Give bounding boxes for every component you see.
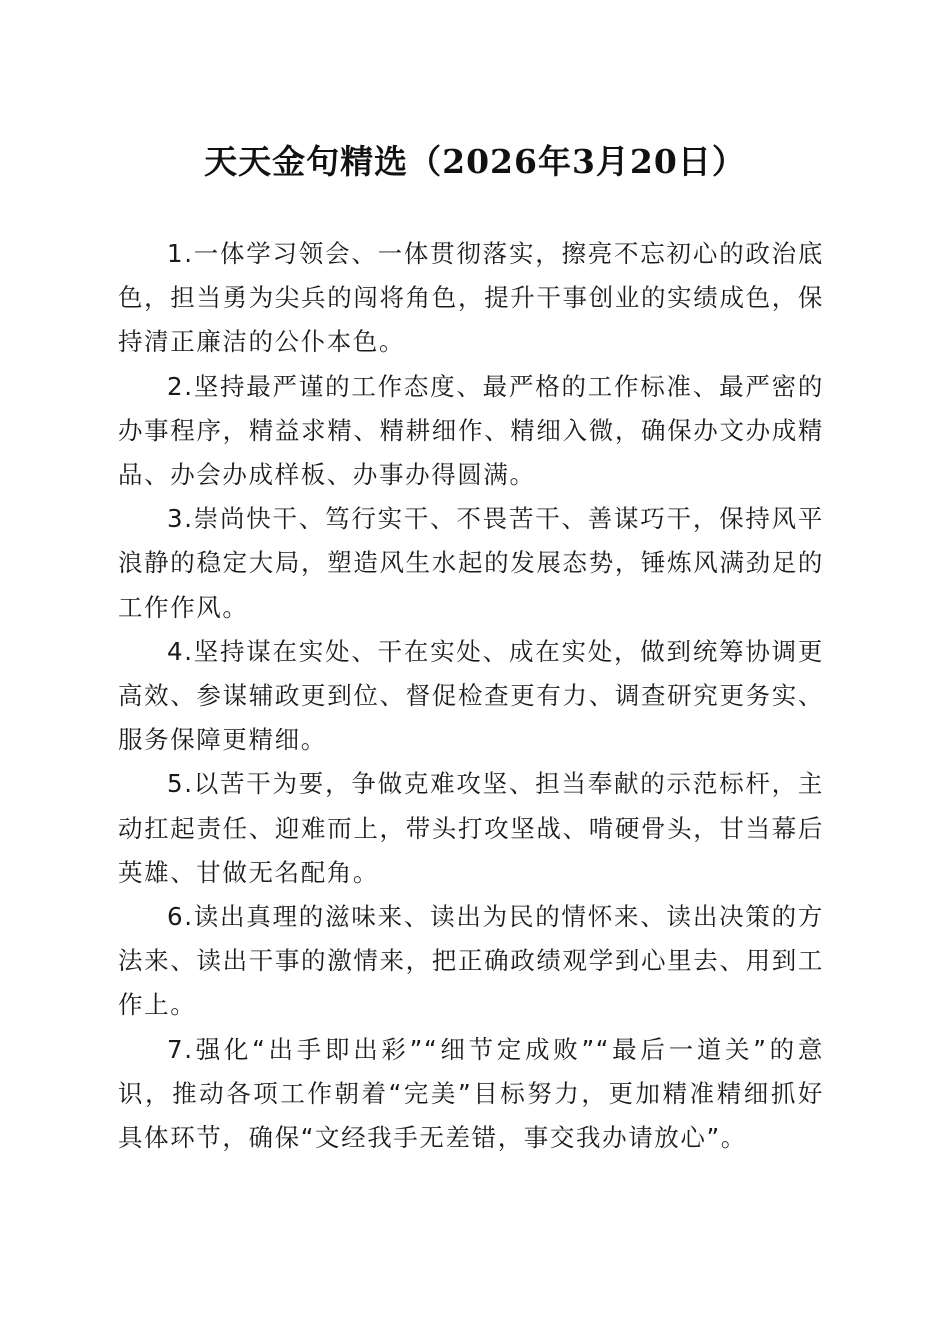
- paragraph-7: 7.强化“出手即出彩”“细节定成败”“最后一道关”的意识，推动各项工作朝着“完美”目标努力，更加精准精细抓好具体环节，确保“文经我手无差错，事交我办请放心”。: [118, 1034, 824, 1153]
- paragraph-6: 6.读出真理的滋味来、读出为民的情怀来、读出决策的方法来、读出干事的激情来，把正确政绩观学到心里去、用到工作上。: [118, 902, 824, 1020]
- paragraph-1: 1.一体学习领会、一体贯彻落实，擦亮不忘初心的政治底色，担当勇为尖兵的闯将角色，提升干事创业的实绩成色，保持清正廉洁的公仆本色。: [118, 239, 824, 357]
- paragraph-2: 2.坚持最严谨的工作态度、最严格的工作标准、最严密的办事程序，精益求精、精耕细作、精细入微，确保办文办成精品、办会办成样板、办事办得圆满。: [118, 371, 824, 490]
- page-title: 天天金句精选（2026年3月20日）: [204, 142, 746, 181]
- paragraph-5: 5.以苦干为要，争做克难攻坚、担当奉献的示范标杆，主动扛起责任、迎难而上，带头打攻坚战、啃硬骨头，甘当幕后英雄、甘做无名配角。: [118, 769, 824, 887]
- document-body: [118, 232, 824, 1160]
- paragraph-4: 4.坚持谋在实处、干在实处、成在实处，做到统筹协调更高效、参谋辅政更到位、督促检查更有力、调查研究更务实、服务保障更精细。: [118, 636, 824, 755]
- paragraph-3: 3.崇尚快干、笃行实干、不畏苦干、善谋巧干，保持风平浪静的稳定大局，塑造风生水起的发展态势，锤炼风满劲足的工作作风。: [118, 504, 824, 622]
